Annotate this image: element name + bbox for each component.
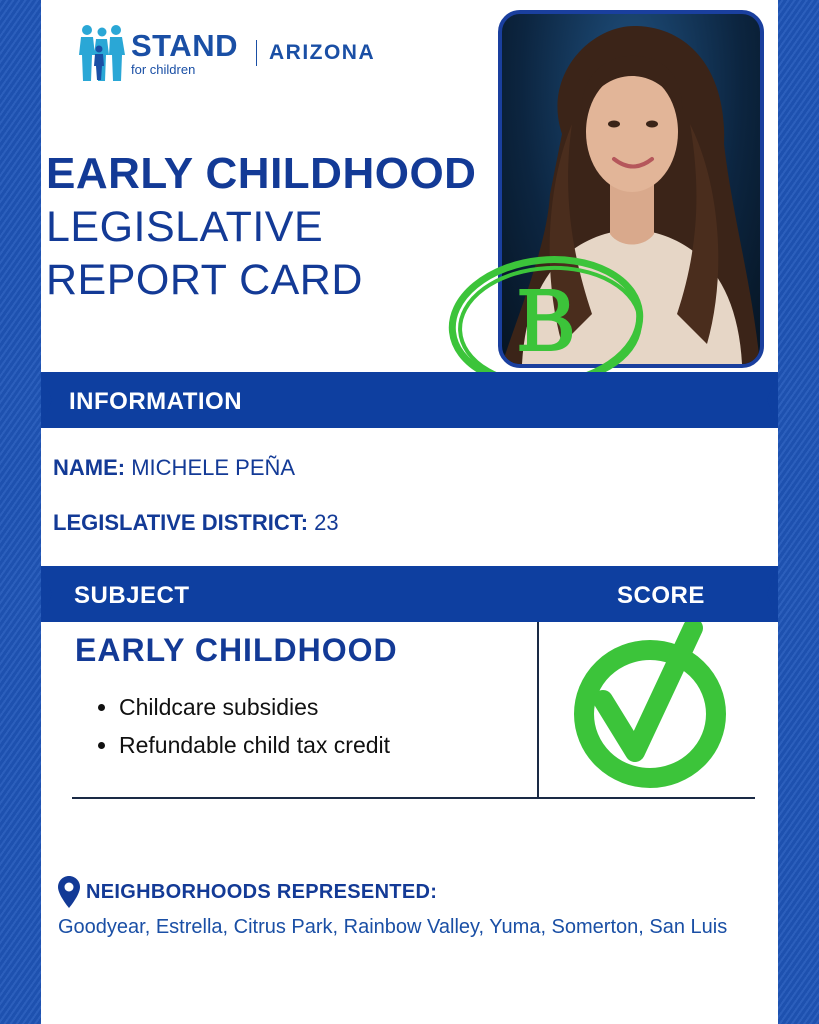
subject-items bbox=[95, 688, 390, 764]
logo-divider bbox=[256, 40, 257, 66]
list-item: • Refundable child tax credit bbox=[119, 726, 390, 764]
grade-letter: B bbox=[515, 275, 577, 370]
page-title bbox=[46, 149, 477, 304]
information-label: INFORMATION bbox=[69, 388, 243, 415]
title-line-3: REPORT CARD bbox=[46, 256, 363, 304]
neighborhoods-list: Goodyear, Estrella, Citrus Park, Rainbow Valley, Yuma, Somerton, San Luis bbox=[58, 916, 728, 938]
district-field bbox=[53, 510, 339, 536]
subject-title: EARLY CHILDHOOD bbox=[75, 632, 398, 668]
name-value: MICHELE PEÑA bbox=[131, 455, 296, 480]
neighborhoods-title: NEIGHBORHOODS REPRESENTED: bbox=[86, 880, 438, 903]
logo-state: ARIZONA bbox=[268, 41, 376, 64]
information-header bbox=[41, 372, 778, 428]
list-item: • Childcare subsidies bbox=[119, 688, 390, 726]
stand-logo bbox=[79, 22, 375, 84]
neighborhoods-header bbox=[58, 876, 437, 908]
subject-header bbox=[41, 566, 778, 622]
table-bottom-rule bbox=[72, 797, 755, 799]
subject-label: SUBJECT bbox=[74, 582, 190, 609]
district-value: 23 bbox=[314, 510, 339, 535]
district-label: LEGISLATIVE DISTRICT: bbox=[53, 510, 309, 535]
title-line-2: LEGISLATIVE bbox=[46, 203, 324, 251]
checkmark-icon bbox=[565, 622, 735, 790]
column-divider bbox=[537, 622, 539, 798]
logo-name: STAND bbox=[131, 28, 238, 63]
score-label: SCORE bbox=[617, 582, 705, 609]
location-pin-icon bbox=[58, 876, 80, 908]
title-line-1: EARLY CHILDHOOD bbox=[46, 149, 477, 198]
family-logo-icon bbox=[79, 23, 125, 83]
logo-tagline: for children bbox=[131, 62, 196, 77]
name-field bbox=[53, 455, 295, 481]
name-label: NAME: bbox=[53, 455, 126, 480]
